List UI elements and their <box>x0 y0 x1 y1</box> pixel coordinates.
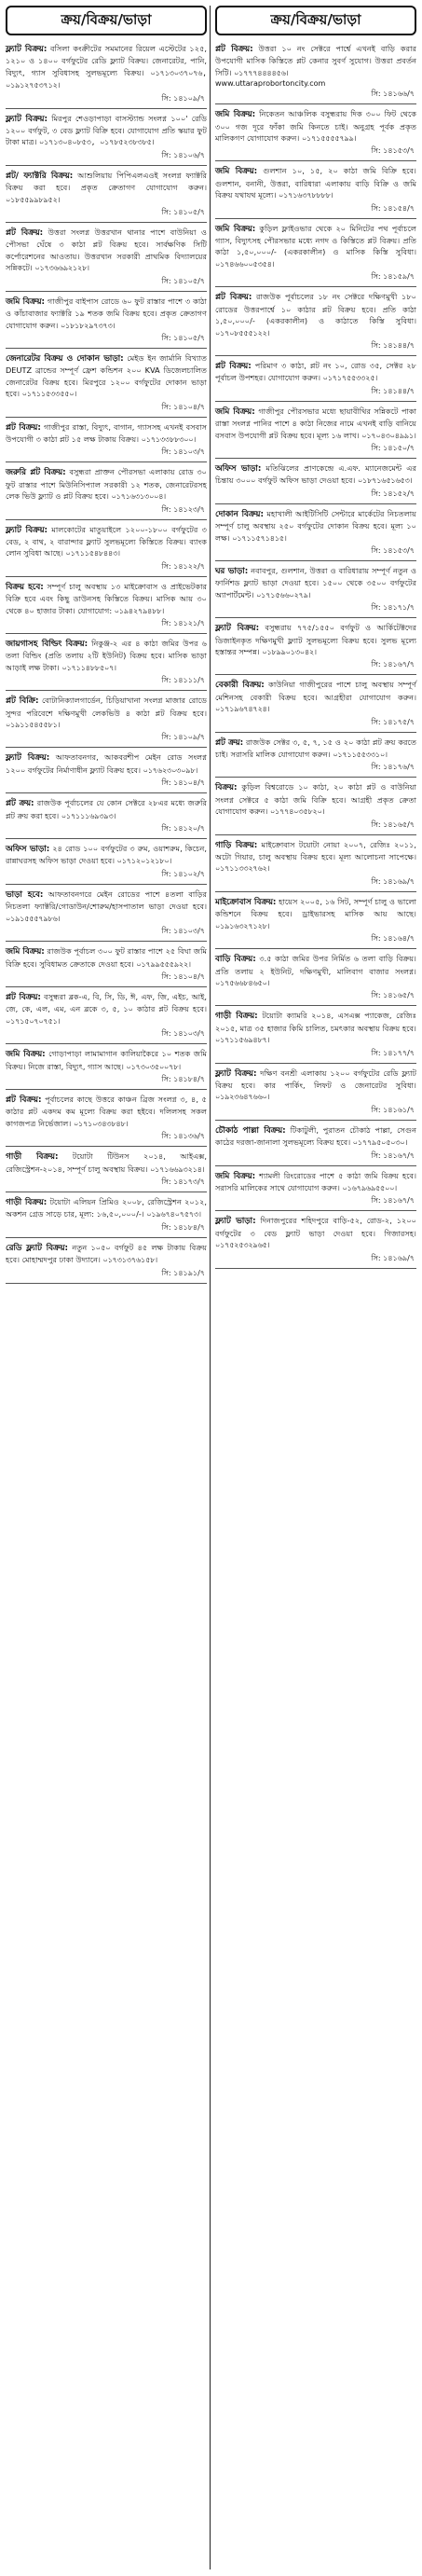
ad-phone: ০১৭৩১৩৭৬১৫৮। <box>102 1256 158 1265</box>
ad-phone: ০১৮৭১৬৫১৬৫৩। <box>357 476 413 486</box>
classified-ad <box>215 620 416 658</box>
ad-category: অফিস ভাড়া: <box>215 463 262 474</box>
ad-body: মহাখালী আইটিসিটি সেন্টারে মার্কেটের নিচতলায় সম্পূর্ণ চালু অবস্থায় ২৫০ বর্গফুটের দোকান বিক্রয় হবে। মূল্য ১০ লক্ষ। <box>215 508 416 543</box>
ad-category: গাড়ী বিক্রয়: <box>6 1152 59 1163</box>
ad-reference: সি: ১৪১০৬/৭ <box>161 150 205 159</box>
ad-separator <box>215 286 416 287</box>
ad-body: পূর্বাচলের কাছে উত্তরে কাঞ্চন ব্রিজ সংলগ্ন ৩, ৪, ৫ কাঠার প্লট একদম কম মূল্যে বিক্রয় করা হইবে। দলিলসহ সকল কাগজপত্র নির্ভেজাল। <box>6 1094 207 1128</box>
ad-reference: সি: ১৪১০৯/৭ <box>161 733 205 742</box>
ad-separator <box>215 777 416 778</box>
ad-reference: সি: ১৪১৫২/৭ <box>371 489 415 498</box>
ad-reference: সি: ১৪১৬৯/৭ <box>371 876 415 886</box>
ad-separator <box>6 576 207 577</box>
ad-separator <box>215 891 416 892</box>
ad-category: প্লট/ ফ্যাক্টরি বিক্রয়: <box>6 171 74 181</box>
ad-phone: ০১৭৪৬৬০০৫৩৫৪। <box>215 259 275 269</box>
ad-separator <box>6 884 207 885</box>
ad-reference: সি: ১৪১৮৪/৭ <box>161 1074 205 1083</box>
classified-ad <box>6 989 207 1027</box>
ad-separator <box>215 1210 416 1211</box>
ad-phone: ০১৭৬২৩০৩০৯৮। <box>143 765 198 775</box>
ad-body: বসুন্ধরায় ৭৭৫/১৫৫০ বর্গফুট ও আর্কিটেক্টদের ডিজাইনকৃত দক্ষিণমুখী ফ্ল্যাট সুলভমূল্যে বিক্রয় হবে। সুলভ মূল্যে হস্তান্তর সম্পন্ন। <box>215 623 416 656</box>
ad-category: প্লট বিক্রয়: <box>6 422 41 433</box>
ad-reference: সি: ১৪১০৪/৭ <box>161 402 205 411</box>
ad-phone: ০১৮১৮২৯৭৩৭৩। <box>60 321 116 330</box>
ad-category: প্লট বিক্রয়: <box>215 293 252 303</box>
ad-category: ফ্ল্যাট বিক্রয়: <box>6 114 48 124</box>
ad-separator <box>215 1165 416 1166</box>
ad-reference: সি: ১৪১৯১/৭ <box>161 1268 205 1277</box>
ad-separator <box>6 792 207 793</box>
classified-ad <box>215 41 416 79</box>
ad-phone: ০১৭১৬৩১৩০০৪। <box>111 492 167 502</box>
ad-body: নিকুঞ্জ-২ এর ৪ কাঠা জমির উপর ৬ তলা বিল্ডিং (প্রতি তলায় ২টি ইউনিট) বিক্রয় হবে। মাসিক ভাড়া আড়াই লক্ষ টাকা। <box>6 639 207 672</box>
ad-body: আশুলিয়ায় পিপিএলএওই সংলগ্ন ফ্যাক্টরি বিক্রয় করা হবে। প্রকৃত ক্রেতাগণ যোগাযোগ করুন। <box>6 170 207 193</box>
ad-phone: ০১৬৭৯৬৯৫৫০০। <box>342 1183 398 1192</box>
ad-category: চৌকাঠ পাল্লা বিক্রয়: <box>215 1125 286 1136</box>
ad-separator <box>215 1120 416 1121</box>
ad-category: ফ্ল্যাট বিক্রয়: <box>215 1068 257 1079</box>
ad-category: জমি বিক্রয়: <box>215 1171 256 1181</box>
classified-ad <box>215 1213 416 1251</box>
ad-category: জমি বিক্রয়: <box>215 224 256 234</box>
ad-phone: ০১৭১১৩৩২৭৬২। <box>215 864 270 874</box>
ad-separator <box>6 633 207 634</box>
ad-separator <box>6 461 207 462</box>
ad-reference: সি: ১৪১৪৪/৭ <box>371 386 415 395</box>
classified-ad <box>6 41 207 92</box>
ad-body: কুড়িল বিশ্বরোডে ১০ কাঠা, ২০ কাঠা প্লট ও বাউনিয়া সংলগ্ন সেক্টরে ৫ কাঠা জমি বিক্রি হবে। আগ্রহী প্রকৃত ক্রেতা যোগাযোগ করুন। <box>215 782 416 817</box>
ad-category: প্লট বিক্রয়: <box>6 1095 42 1105</box>
ad-body: কুড়িল ফ্লাইওভার থেকে ২০ মিনিটের পথ পূর্বাচলে গ্যাস, বিদ্যুৎসহ পৌরসভার মধ্যে নগদ ও কিস্তিতে প্লট বিক্রয়। প্রতি কাঠা ১,৫০,০০০/- (একরকালীন) ও মাসিক কিস্তি সুবিধা। <box>215 223 416 257</box>
ad-phone: ০১৭১১৫৭১৪১৫। <box>232 533 287 543</box>
ad-separator <box>6 1043 207 1044</box>
ad-separator <box>6 348 207 349</box>
ad-category: প্লট ক্রয়: <box>215 737 244 748</box>
ad-phone: ০১৭১৬৬৯৩২১৪। <box>150 1164 205 1174</box>
classified-ad <box>215 289 416 339</box>
ad-body: ২৪ রোড ১০০ বর্গফুটের ৩ রুম, ওয়াশরুম, কিচেন, রান্নাঘরসহ অফিস ভাড়া দেওয়া হবে। <box>6 844 207 866</box>
ad-reference: সি: ১৪১০৫/৭ <box>161 333 205 342</box>
ad-body: মিরপুর শেওড়াপাড়া বাসস্ট্যান্ড সংলগ্ন ১০০' রেডি ১২০০ বর্গফুট, ৩ বেড ফ্ল্যাট বিক্রি হবে। যোগাযোগ প্রতি স্কয়ার ফুট টাকা মাত্র। <box>6 113 207 147</box>
classified-ad <box>6 1240 207 1267</box>
classified-ad <box>6 111 207 149</box>
ad-phone: ০১৯১৬৩২৭১২৮। <box>215 921 270 930</box>
ad-category: জমি বিক্রয়: <box>215 406 255 417</box>
classified-ad <box>6 795 207 822</box>
ad-separator <box>6 986 207 987</box>
ad-category: ভাড়া হবে: <box>6 889 44 900</box>
ad-reference: সি: ১৪১৫০/৭ <box>371 443 415 452</box>
ad-reference: সি: ১৪১৬৪/৭ <box>371 934 415 944</box>
ad-body: নতুন ১০৫০ বর্গফুট ৪৫ লক্ষ টাকায় বিক্রয় হবে। মোহাম্মদপুর ঢাকা উদ্যানে। <box>6 1242 208 1265</box>
classified-ad <box>6 750 207 777</box>
ad-category: জমি বিক্রয়: <box>6 296 46 307</box>
ad-reference: সি: ১৪১৪৪/৭ <box>371 340 415 350</box>
ad-body: রাজউক পূর্বাচল ৩০০ ফুট রাস্তার পাশে ২৫ বিঘা জমি বিক্রি হবে। সুবিধামত ক্রেতাকে দেওয়া হবে। <box>6 946 207 969</box>
ad-category: মাইক্রোবাস বিক্রয়: <box>215 897 277 907</box>
classified-ad <box>215 1066 416 1104</box>
ad-separator <box>215 1005 416 1006</box>
ad-body: গাজীপুর রাস্তা, বিদ্যুৎ, বাগান, গ্যাসসহ এখনই বসবাস উপযোগী ৩ কাঠা প্লট ১৫ লক্ষ টাকায় বিক্রয়। <box>6 421 207 444</box>
ad-separator <box>6 690 207 691</box>
left-column <box>6 6 207 1286</box>
ad-body: গাজীপুর বাইপাস রোডে ৬০ ফুট রাস্তার পাশে ৩ কাঠা ও কাঁচাবাজার ফ্যাক্টরি ১৯ শতক জমি বিক্রয় হবে। প্রকৃত ক্রেতাগণ যোগাযোগ করুন। <box>6 296 207 330</box>
ad-category: প্লট বিক্রি: <box>6 696 39 707</box>
ad-reference: সি: ১৪১৬১/৭ <box>371 1105 415 1114</box>
classified-ad <box>6 579 207 617</box>
classified-list <box>6 41 207 1284</box>
classified-ad <box>6 294 207 332</box>
classified-ad <box>215 563 416 601</box>
ad-body: আফতাবনগর, আকবরশীপ মেইন রোড সংলগ্ন ১২০০ বর্গফুটের নির্মাণাধীন ফ্ল্যাট বিক্রয় হবে। <box>6 752 207 775</box>
ad-reference: সি: ১৪১৫৩/৭ <box>371 545 415 555</box>
classified-ad <box>6 1046 207 1073</box>
classified-ad <box>6 887 207 925</box>
classified-ad <box>215 951 416 989</box>
ad-reference: সি: ১৪১০৪/৭ <box>161 971 205 981</box>
classified-ad <box>215 163 416 201</box>
ad-separator <box>215 401 416 402</box>
ad-body: দক্ষিণ বনশ্রী এলাকায় ১২০০ বর্গফুটের রেডি ফ্ল্যাট বিক্রয় হবে। কার পার্কিং, লিফট ও জেনারেটর সুবিধা। <box>215 1068 416 1090</box>
column-header: ক্রয়/বিক্রয়/ভাড়া <box>6 6 207 35</box>
ad-body: বসুন্ধরা প্রাক্তন পৌরসভা এলাকায় রোড ৩০ ফুট রাস্তার পাশে মিউনিসিপ্যাল সরকারী ১২ শতক, জেনারেটরসহ লেক ভিউ ফ্ল্যাট ও প্লট বিক্রয় হবে। <box>6 467 207 502</box>
ad-phone: ০১৭১১১৬৯৩৯৩। <box>61 811 116 820</box>
ad-body: গোড়াপাড়া লামামাগান কালিয়াকৈরে ১০ শতক জমি বিক্রয়। নিজে রাস্তা, বিদ্যুৎ, গ্যাস আছে। <box>6 1049 207 1071</box>
ad-body: হায়েস ২০০৫, ১৬ সিট, সম্পূর্ণ চালু ও ভালো কন্ডিশনে বিক্রয় হবে। ড্রাইভারসহ মাসিক আয় আছে। <box>215 896 416 919</box>
ad-category: গাড়ী বিক্রয়: <box>215 1012 258 1022</box>
ad-reference: সি: ১৪১৭১/৭ <box>371 603 415 613</box>
ad-body: উত্তরা ১০ নং সেক্টরে পার্শ্বে এখনই বাড়ি করার উপযোগী মাসিক কিস্তিতে প্লট কেনার সুবর্ণ সুযোগ। উত্তরা প্রবর্তন সিটি। <box>215 44 416 77</box>
ad-separator <box>215 560 416 561</box>
ad-phone: ০১৭৫২৫৩২৯৬৫। <box>215 1241 270 1250</box>
ad-body: গুলশান ১০, ১৫, ২০ কাঠা জমি বিক্রি হবে। গুলশান, বনানী, উত্তরা, বারিধারা এলাকায় বাড়ি বিক্রি ও জমি বিক্রয় যথাযথ মূল্যে। <box>215 166 416 200</box>
ad-phone: ০১৭৭৯৫০৫০৩০। <box>352 1138 408 1148</box>
ad-phone: ০১৭৩০৩৫০০৭৮। <box>126 1062 182 1071</box>
ad-body: বসিলা কংক্রীটের সমমানের রিয়েল এস্টেটের ১২৫, ১২১০ ও ১৪০০ বর্গফুটের রেডি ফ্ল্যাট বিক্রয়। জেনারেটর, পানি, বিদ্যুৎ, গ্যাস সুবিধাসহ সুলভমূল্যে বিক্রয়। <box>6 44 207 77</box>
ad-phone: ০১৭১১৫৫৩৩১০। <box>333 751 388 760</box>
ad-body: টয়োটা ক্যামরি ২০১৪, এসএক্স প্যাকেজ, রেজিঃ ২০১৫, মাত্র ৩৫ হাজার কিমি চালিত, চমৎকার অবস্থায় বিক্রয় হবে। <box>215 1011 416 1033</box>
ad-separator <box>215 218 416 219</box>
ad-category: বিক্রয় হবে: <box>6 582 44 592</box>
ad-category: বেকারী বিক্রয়: <box>215 681 265 691</box>
classified-ad <box>6 841 207 868</box>
ad-separator <box>215 1063 416 1064</box>
classified-ad <box>215 221 416 271</box>
ad-phone: ০১৯১১৫৪৫৫৮১। <box>6 721 61 730</box>
ad-separator <box>215 458 416 459</box>
ad-phone: ০১৯৪২৭৯৪৮৮। <box>114 606 165 615</box>
ad-body: দিনাজপুরের শহিদপুরে বাড়ি-৫২, রোড-২, ১২০০ বর্গফুটের ৩ বেড ফ্ল্যাট ভাড়া দেওয়া হবে। গিজারসহ। <box>215 1216 416 1238</box>
classified-ad <box>6 420 207 447</box>
ad-separator <box>6 222 207 223</box>
ad-phone: ০১৭১১৫৪৮৪৪৩। <box>65 549 120 558</box>
ad-body: টয়োটা এলিয়ন প্রিমিও ২০০৮, রেজিস্ট্রেশন ২০১২, অকশন গ্রেড সাড়ে চার, মূল্য: ১৬,৫০,০০০/-। <box>6 1196 207 1219</box>
ad-separator <box>215 834 416 835</box>
ad-body: টিকাটুলী, পুরাতন চৌকাঠ পাল্লা, সেগুন কাঠের দরজা-জানালা সুলভমূল্যে বিক্রয় হবে। <box>215 1124 416 1148</box>
ad-body: শ্যামলী রিংরোডের পাশে ৫ কাঠা জমি বিক্রয় হবে। সরাসরি মালিকের সাথে যোগাযোগ করুন। <box>215 1170 416 1192</box>
classified-ad <box>6 1092 207 1130</box>
ad-reference: সি: ১৪১৭৩/৭ <box>161 1177 205 1186</box>
ad-body: রাজউক সেক্টর ৩, ৫, ৭, ১৫ ও ২০ কাঠা প্লট ক্রয় করতে চাই। সরাসরি মালিক যোগাযোগ করুন। <box>215 737 416 760</box>
ad-separator <box>6 1089 207 1090</box>
ad-reference: সি: ১৪১৬৫/৭ <box>371 991 415 1000</box>
ad-reference: সি: ১৪১০৩/৭ <box>161 927 205 936</box>
ad-body: উত্তরা সংলগ্ন উত্তরখান থানার পাশে বাউনিয়া ও পৌসভা ঘেঁষে ৩ কাঠা প্লট বিক্রয় হবে। সার্বক্ষণিক সিটি কর্পোরেশনের আওতায়। উত্তরখান সরকারী প্রাথমিক বিদ্যালয়ের সন্নিকটে। <box>6 227 207 273</box>
classified-ad <box>215 779 416 818</box>
ad-body: নবাবপুর, গুলশান, উত্তরা ও বারিধারায় সম্পূর্ণ নতুন ও ফার্নিশড ফ্ল্যাট ভাড়া দেওয়া হবে। ১৫০০ থেকে ৩৫০০ বর্গফুটের অ্যাপার্টমেন্ট। <box>215 565 416 599</box>
ad-category: বিক্রয়: <box>215 783 238 793</box>
classified-ad <box>215 1168 416 1195</box>
ad-phone: ০১৭১৩০৪০৮৫৩, ০১৭৮৫২৩৮৩৮৫। <box>39 138 155 147</box>
ad-reference: সি: ১৪১০৩/৭ <box>161 448 205 457</box>
ad-url[interactable]: www.uttaraprobortoncity.com <box>215 79 326 89</box>
ad-body: সম্পূর্ণ চালু অবস্থায় ১৩ মাইক্রোবাস ও প্রাইভেটকার বিক্রি হবে এবং কিছু ডাউনসহ কিস্তিতে বিক্রয়। মাসিক আয় ৩০ থেকে ৪০ হাজার টাকা। যোগাযোগ: <box>6 581 207 615</box>
ad-phone: ০১৭১৫৫৫৫৭৯৯। <box>301 134 357 144</box>
classified-ad <box>6 1194 207 1221</box>
ad-category: গাড়ি বিক্রয়: <box>215 840 258 850</box>
ad-reference: সি: ১৪১০৯/৭ <box>161 93 205 103</box>
ad-separator <box>215 103 416 104</box>
ad-reference: সি: ১৪১২২/৭ <box>161 561 205 571</box>
ad-body: রাজউক পূর্বাচলের ১৮ নং সেক্টরে দক্ষিণমুখী ১৮০ রোডের উত্তরপার্শ্বে ১০ কাঠার প্লট বিক্রয় হবে। প্রতি কাঠা ১,৫০,০০০/- (একরকালীন) ও কাঠাতে কিস্তি সুবিধা। <box>215 292 416 326</box>
ad-phone: ০১৮৯৯০১৩০৪২। <box>262 648 317 656</box>
ad-category: জরুরি প্লট বিক্রয়: <box>6 468 66 478</box>
ad-body: টয়োটা টিউনস ২০১৪, আইএক্স, রেজিস্ট্রেশন-২০১৪, সম্পূর্ণ চালু অবস্থায় বিক্রয়। <box>6 1151 207 1174</box>
classified-ad <box>6 464 207 503</box>
ad-category: গাড়ী বিক্রয়: <box>6 1197 48 1207</box>
ad-phone: ০১৯১৫৫৫৭৯৮৬। <box>6 914 61 923</box>
ad-phone: ০১৭১৬৩৭৮৮৮৮। <box>279 191 334 200</box>
ad-category: রেডি ফ্ল্যাট বিক্রয়: <box>6 1243 69 1253</box>
classified-ad <box>6 225 207 275</box>
ad-reference: সি: ১৪১৫৯/৭ <box>371 272 415 282</box>
ad-body: মেইড ইন জার্মানি বিখ্যাত DEUTZ ব্রান্ডের সম্পূর্ণ ফ্রেশ কন্ডিশন ২০০ KVA ডিজেলচালিত জেনারেটর বিক্রয় হবে। মিরপুরে ১২০০ বর্গফুটের দোকান ভাড়া হবে। <box>6 352 207 399</box>
classified-ad <box>6 522 207 560</box>
ad-reference: সি: ১৪১০২/৭ <box>161 869 205 878</box>
classified-ad <box>215 506 416 544</box>
ad-separator <box>215 160 416 161</box>
ad-category: ফ্ল্যাট বিক্রয়: <box>215 624 260 634</box>
ad-category: ফ্ল্যাট ভাড়া: <box>215 1217 256 1227</box>
ad-body: মতিঝিলের প্রাণকেন্দ্রে এ.এফ. ম্যানেজমেন্ট এর চিন্তায় ৩০০০ বর্গফুট অফিস ভাড়া দেওয়া হবে। <box>215 462 416 486</box>
ad-reference: সি: ১৪১২৩/৭ <box>161 504 205 514</box>
ad-category: বাড়ি বিক্রয়: <box>215 955 256 965</box>
ad-reference: সি: ১৪১৭৫/৭ <box>371 717 415 726</box>
ad-body: রাজউক পূর্বাচলের যে কোন সেক্টরে ২৮এর মধ্যে জরুরি প্লট ক্রয় করা হবে। <box>6 798 207 820</box>
ad-reference: সি: ১৪১২০/৭ <box>161 824 205 833</box>
ad-phone: ০১৭৩৬৬৯২১২৮। <box>34 264 89 273</box>
classified-ad <box>6 168 207 206</box>
ad-phone: ০১৭১১৪৮৮৫০৭। <box>61 663 116 672</box>
ad-separator <box>6 417 207 418</box>
ad-category: জমি বিক্রয়: <box>6 1050 46 1060</box>
ad-category: জমি বিক্রয়: <box>215 110 256 120</box>
ad-reference: সি: ১৪১০৩/৭ <box>161 1029 205 1039</box>
ad-phone: ০১৭৯৯৫৫৫৯২২। <box>136 959 191 969</box>
column-header: ক্রয়/বিক্রয়/ভাড়া <box>215 6 416 35</box>
ad-phone: ০১৭১৯৬৭৪৭২৪। <box>215 705 270 714</box>
ad-phone: ০১৭১১৫৬৯৪৮৭। <box>215 1036 270 1045</box>
right-column <box>215 6 416 1271</box>
ad-body: মাইক্রোবাস টয়োটা নোয়া ২০০৭, রেজিঃ ২০১১, অটো গিয়ার, চালু অবস্থায় বিক্রয় হবে। মূল্য আলোচনা সাপেক্ষে। <box>215 839 416 862</box>
ad-category: ফ্ল্যাট বিক্রয়: <box>6 525 48 535</box>
ad-phone: ০১৭১০৩৪৩৮৪৮। <box>73 1119 129 1128</box>
ad-category: প্লট বিক্রয়: <box>6 992 41 1002</box>
ad-separator <box>215 674 416 675</box>
ad-separator <box>6 165 207 166</box>
classified-ad <box>215 837 416 875</box>
classified-ad <box>215 677 416 715</box>
ad-separator <box>6 291 207 292</box>
ad-body: মালকোটের মাতুয়াইলে ১২০০-১৮০০ বর্গফুটের ৩ বেড, ২ বাথ, ২ বারান্দার ফ্ল্যাট সুলভমূল্যে কিস্তিতে বিক্রয়। ব্যাংক লোন সুবিধা আছে। <box>6 524 207 558</box>
classified-ad <box>215 1123 416 1150</box>
ad-separator <box>6 747 207 748</box>
ad-phone: ০১৭১৩০৩৭০৭৬, ০১৯১২৭৫৩৭১২। <box>6 68 207 90</box>
ad-phone: ০১৭৭৭৪৪৪৪৫৬। <box>234 68 289 77</box>
ad-body: পরিমাণ ৩ কাঠা, প্লট নং ১০, রোড ৩৫, সেক্টর ২৮ পূর্বাচল উপশহর। যোগাযোগ করুন। <box>215 360 416 383</box>
ad-phone: ০১৯৬৭৪০৭৫৭৩। <box>146 1210 201 1219</box>
ad-reference: সি: ১৪১৬৭/৭ <box>371 660 415 669</box>
ad-separator <box>6 519 207 520</box>
ad-category: প্লট বিক্রয়: <box>215 361 252 371</box>
classified-ad <box>215 461 416 488</box>
ad-phone: ০১৭১৫০৭০৭৫১। <box>6 1016 61 1026</box>
classified-ad <box>215 106 416 145</box>
column-divider <box>210 6 211 2569</box>
ad-reference: সি: ১৪১৬৯/৭ <box>371 1253 415 1262</box>
ad-reference: সি: ১৪১৬৫/৭ <box>371 820 415 829</box>
ad-body: বোটানিক্যালগার্ডেন, চিড়িয়াখানা সংলগ্ন মাজার রোডে সুন্দর পরিবেশে দক্ষিণমুখী লেকভিউ ৪ কাঠা প্লট বিক্রয় হবে। <box>6 696 207 718</box>
classified-ad <box>215 404 416 442</box>
ad-category: দোকান বিক্রয়: <box>215 509 264 519</box>
ad-reference: সি: ১৪১৬৬/৭ <box>371 90 415 99</box>
classified-ad <box>215 358 416 385</box>
ad-reference: সি: ১৪১৭৭/৭ <box>371 1048 415 1057</box>
ad-separator <box>6 1146 207 1147</box>
classified-ad <box>6 1149 207 1176</box>
ad-category: জমি বিক্রয়: <box>215 167 258 177</box>
ad-phone: ০১৭১২০১২১৮০। <box>116 857 172 866</box>
classified-ad <box>6 693 207 731</box>
ad-category: ঘর ভাড়া: <box>215 566 249 576</box>
ad-reference: সি: ১৪১০৪/৭ <box>161 778 205 788</box>
ad-separator <box>215 948 416 949</box>
ad-category: অফিস ভাড়া: <box>6 845 50 855</box>
ad-body: কাউনিয়া গাজীপুরের পাশে চালু অবস্থায় সম্পূর্ণ মেশিনসহ বেকারী বিক্রয় হবে। আগ্রহীরা যোগাযোগ করুন। <box>215 680 417 702</box>
ad-body: নিকেতন আঞ্চলিক বসুন্ধরায় দিক ৩০০ ফিট থেকে ৩০০ গজ দূরে ফাঁকা জমি কিনতে চাই। অনুগ্রহ পূর্বক প্রকৃত মালিকগণ যোগাযোগ করুন। <box>215 109 416 144</box>
ad-phone: ০১৭১১৫৩৩৫৫০। <box>21 390 77 399</box>
ad-reference: সি: ১৪১৮৪/৭ <box>161 1222 205 1232</box>
ad-phone: ০১৭০৪৩০৪৯৯১। <box>361 431 416 440</box>
ad-body: বসুন্ধরা ব্লক-এ, বি, সি, ডি, ঈ, এফ, জি, এইচ, আই, জে, কে, এল, এম, এন ব্লকে ৩, ৫, ১০ কাঠার প্লট বিক্রয় হবে। <box>6 991 207 1014</box>
ad-reference: সি: ১৪১০৫/৭ <box>161 208 205 217</box>
classified-ad <box>215 1008 416 1046</box>
ad-phone: ০১৭৫৬৬৮৪৬৫০। <box>215 978 270 987</box>
ad-body: আফতাবনগরে মেইন রোডের পাশে ৪তলা বাড়ির নিচতলা ফ্যাক্টরি/গোডাউন/শোরুম/হাসপাতাল ভাড়া দেওয়া হবে। <box>6 889 207 912</box>
ad-phone: ০১৭১৩৩৮৮৩০০। <box>141 434 197 444</box>
ad-body: গাজীপুর পৌরসভার মধ্যে ছায়াবীথির সন্নিকটে পাকা রাস্তা সংলগ্ন পানির পাশে ৪ কাঠা নিজের নামে এখনই বাড়ি বানিয়ে বসবাস উপযোগী প্লট বিক্রয় হবে। মূল্য ১৬ লাখ। <box>215 406 416 440</box>
ad-reference: সি: ১৪১৩৬/৭ <box>161 1132 205 1141</box>
ad-phone: ০১৭০৮৫৫৫১২২। <box>215 328 270 337</box>
ad-separator <box>6 941 207 942</box>
ad-category: ফ্ল্যাট বিক্রয়: <box>6 45 48 54</box>
classified-ad <box>6 944 207 971</box>
ad-reference: সি: ১৪১৫৪/৭ <box>371 203 415 213</box>
ad-reference: সি: ১৪১০৫/৭ <box>161 276 205 285</box>
ad-category: প্লট ক্রয়: <box>6 799 34 809</box>
classified-ad <box>215 894 416 932</box>
ad-reference: সি: ১৪১৬৭/৭ <box>371 1196 415 1205</box>
ad-phone: ০১৯২৩৬৪৭৬৬০। <box>215 1093 270 1102</box>
classified-ad <box>6 636 207 674</box>
ad-separator <box>6 108 207 109</box>
ad-separator <box>215 617 416 618</box>
classified-list <box>215 41 416 1269</box>
ad-separator <box>6 1237 207 1238</box>
ad-separator <box>215 732 416 733</box>
ad-reference: সি: ১৪১৭৬/৭ <box>371 763 415 772</box>
classified-ad <box>6 351 207 401</box>
ad-reference: সি: ১৪১২১/৭ <box>161 619 205 627</box>
ad-category: জেনারেটর বিক্রয় ও দোকান ভাড়া: <box>6 353 124 364</box>
ad-phone: ০১৭৭৪০৩৫৮২০। <box>269 807 325 817</box>
ad-reference: সি: ১৪১৫৩/৭ <box>371 146 415 156</box>
ad-category: জায়গাসহ বিল্ডিং বিক্রয়: <box>6 640 88 649</box>
ad-phone: ০১৭১৭৫৫৩৩২৫। <box>322 374 378 383</box>
ad-phone: ০১৮৫৫৯৯৮৯৫২। <box>6 195 61 204</box>
ad-reference: সি: ১৪১১১/৭ <box>161 676 205 685</box>
ad-separator <box>215 503 416 504</box>
classified-ad <box>215 735 416 762</box>
ad-separator <box>6 1283 207 1284</box>
ad-category: প্লট বিক্রয়: <box>215 45 253 54</box>
ad-separator <box>215 355 416 356</box>
ad-category: ফ্ল্যাট বিক্রয়: <box>6 753 50 764</box>
ad-separator <box>6 838 207 839</box>
ad-category: প্লট বিক্রয়: <box>6 228 44 239</box>
ad-reference: সি: ১৪১৬৭/৭ <box>371 1150 415 1160</box>
ad-phone: ০১৭১৫৬৬০২৭৯। <box>256 590 311 599</box>
ad-separator <box>215 1268 416 1269</box>
ad-body: ৩.৫ কাঠা জমির উপর নির্মিত ৬ তলা বাড়ি বিক্রয়। প্রতি তলায় ২ ইউনিট, দক্ষিণমুখী, মালিবাগ বাজার সংলগ্ন। <box>215 954 416 976</box>
ad-category: জমি বিক্রয়: <box>6 947 45 957</box>
